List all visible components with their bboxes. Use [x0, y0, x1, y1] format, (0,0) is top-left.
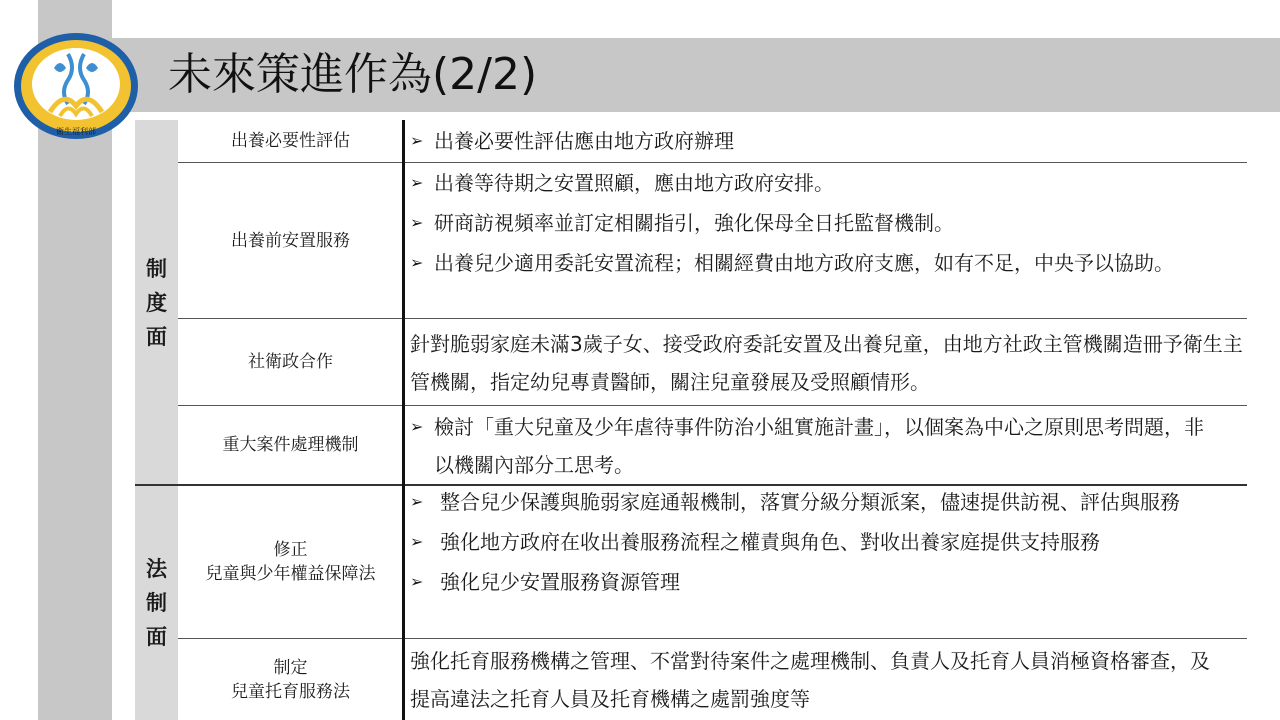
arrow-bullet-icon: ➢ — [410, 253, 424, 272]
sub-label: 制定 — [273, 657, 308, 678]
list-item: ➢ 強化地方政府在收出養服務流程之權責與角色、對收出養家庭提供支持服務 — [410, 523, 1225, 561]
sub-cell-r3 — [178, 319, 403, 405]
list-item: ➢ 研商訪視頻率並訂定相關指引，強化保母全日托監督機制。 — [410, 204, 1245, 242]
arrow-bullet-icon: ➢ — [410, 173, 424, 192]
sub-cell-r6 — [178, 639, 403, 720]
sub-cell-r4 — [178, 406, 403, 484]
content-r3: 針對脆弱家庭未滿3歲子女、接受政府委託安置及出養兒童，由地方社政主管機關造冊予衛生主管機關，指定幼兒專責醫師，關注兒童發展及受照顧情形。 — [410, 332, 1243, 394]
content-r1 — [410, 122, 1245, 160]
sub-label: 兒童與少年權益保障法 — [205, 564, 376, 584]
category-legal — [135, 486, 178, 720]
category-system-label: 制度面 — [146, 256, 167, 349]
content-r4 — [410, 408, 1210, 484]
sub-label: 修正 — [273, 540, 308, 560]
arrow-bullet-icon: ➢ — [410, 131, 424, 150]
arrow-bullet-icon: ➢ — [410, 572, 424, 591]
sub-cell-r2 — [178, 163, 403, 318]
sub-cell-r1 — [178, 120, 403, 162]
list-item: ➢ 檢討「重大兒童及少年虐待事件防治小組實施計畫」，以個案為中心之原則思考問題，非以機關內部分工思考。 — [410, 408, 1210, 484]
sub-label: 出養必要性評估 — [231, 131, 350, 151]
content-r5 — [410, 483, 1225, 601]
list-item: ➢ 整合兒少保護與脆弱家庭通報機制，落實分級分類派案，儘速提供訪視、評估與服務 — [410, 483, 1225, 521]
ministry-logo-icon — [10, 30, 142, 142]
arrow-bullet-icon: ➢ — [410, 492, 424, 511]
content-r6: 強化托育服務機構之管理、不當對待案件之處理機制、負責人及托育人員消極資格審查，及提高違法之托育人員及托育機構之處罰強度等 — [410, 649, 1210, 711]
arrow-bullet-icon: ➢ — [410, 532, 424, 551]
sub-label: 重大案件處理機制 — [222, 435, 359, 455]
list-item: ➢ 強化兒少安置服務資源管理 — [410, 563, 1225, 601]
list-item: ➢ 出養等待期之安置照顧，應由地方政府安排。 — [410, 164, 1245, 202]
arrow-bullet-icon: ➢ — [410, 417, 424, 436]
list-item: ➢ 出養兒少適用委託安置流程；相關經費由地方政府支應，如有不足，中央予以協助。 — [410, 244, 1210, 282]
sub-label: 社衛政合作 — [248, 352, 333, 372]
sub-cell-r5 — [178, 486, 403, 638]
sub-label: 兒童托育服務法 — [231, 681, 350, 702]
content-r2 — [410, 164, 1245, 282]
sub-label: 出養前安置服務 — [231, 230, 350, 251]
list-item: ➢ 出養必要性評估應由地方政府辦理 — [410, 122, 1245, 160]
logo-bottom-text: 衛生福利部 — [56, 127, 96, 136]
category-system — [135, 120, 178, 485]
arrow-bullet-icon: ➢ — [410, 213, 424, 232]
category-legal-label: 法制面 — [146, 557, 167, 649]
slide-title: 未來策進作為(2/2) — [168, 49, 538, 100]
